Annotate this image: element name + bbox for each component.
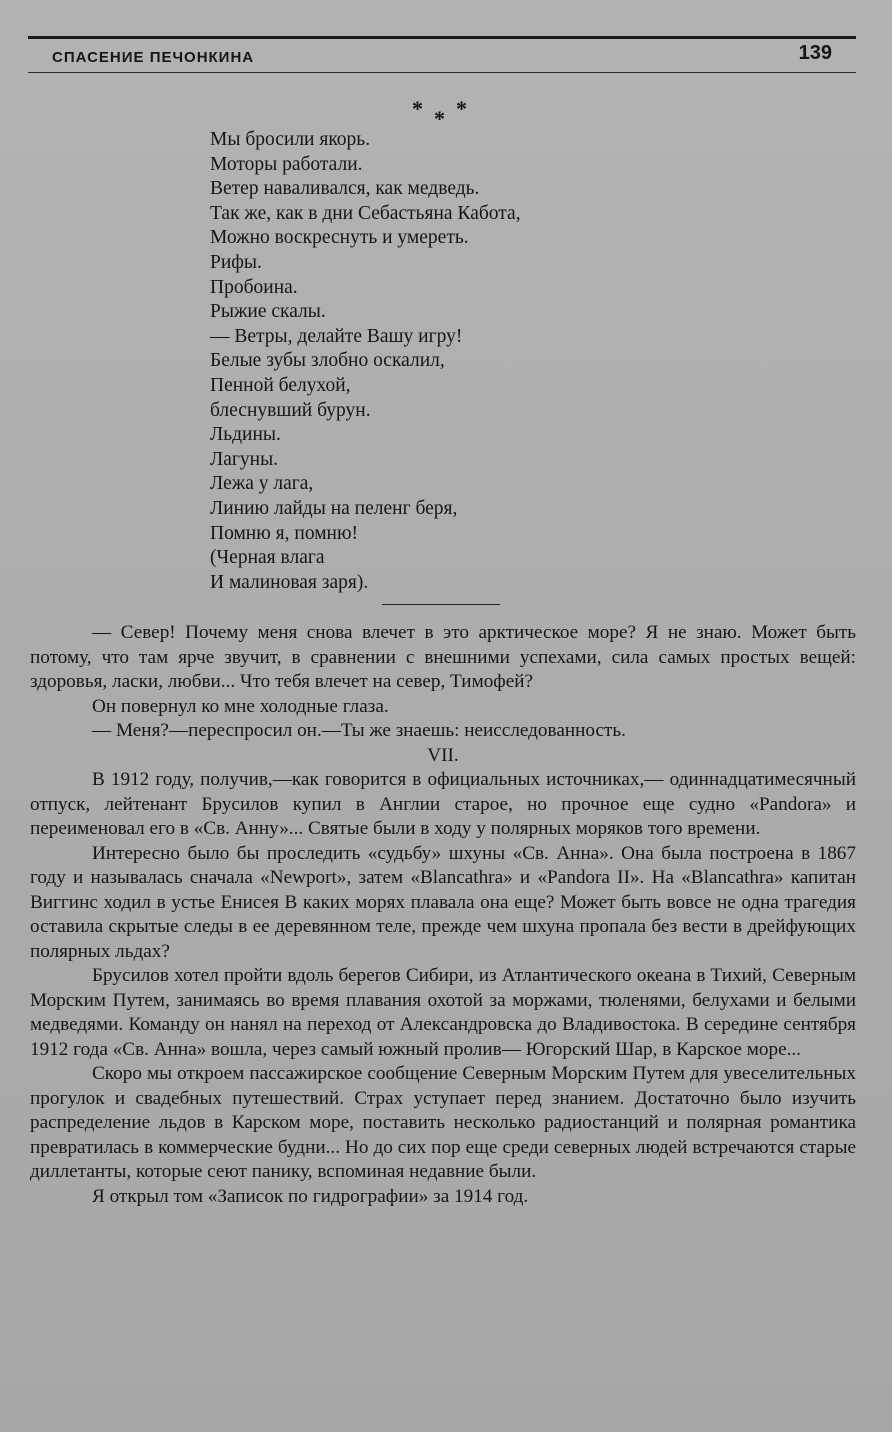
poem-line: Помню я, помню! [210,522,359,544]
paragraph: В 1912 году, получив,—как говорится в официальных источниках,— одиннадцатимесячный отпуск, лейтенант Брусилов купил в Англии старое, но прочное еще судно «Pandora» и переименовал его в «Св. Анну»... Святые были в ходу у полярных моряков того времени. [30,769,856,839]
header-rule [28,36,856,39]
prose-body [30,621,856,1209]
poem-line: И малиновая заря). [210,571,369,593]
asterisk: * [434,106,445,131]
paragraph: Я открыл том «Записок по гидрографии» за 1914 год. [92,1185,529,1207]
asterisk: * [456,96,467,121]
poem-line: Пробоина. [210,276,298,298]
paragraph: — Меня?—переспросил он.—Ты же знаешь: неисследованность. [92,720,626,741]
poem-line: Рыжие скалы. [210,301,326,323]
asterisk: * [412,96,423,121]
paragraph: — Север! Почему меня снова влечет в это арктическое море? Я не знаю. Может быть потому, что там ярче звучит, в сравнении с внешними успехами, сила самых простых вещей: здоровья, ласки, любви... Что тебя влечет на север, Тимофей? [30,622,856,692]
poem [210,128,650,595]
poem-line: Можно воскреснуть и умереть. [210,227,469,249]
poem-line: — Ветры, делайте Вашу игру! [210,325,463,347]
poem-line: блеснувший бурун. [210,399,371,421]
poem-line: Льдины. [210,424,281,446]
chapter-heading: VII. [427,744,459,766]
header-thin-rule [28,72,856,73]
poem-line: (Черная влага [210,547,325,569]
paragraph: Брусилов хотел пройти вдоль берегов Сибири, из Атлантического океана в Тихий, Северным Морским Путем, занимаясь во время плавания охотой за моржами, тюленями, белухами и белыми медведями. Команду он нанял на переход от Александровска до Владивостока. В середине сентября 1912 года «Св. Анна» вошла, через самый южный пролив— Югорский Шар, в Карское море... [30,965,856,1060]
poem-line: Рифы. [210,251,262,273]
running-head: СПАСЕНИЕ ПЕЧОНКИНА [52,49,255,66]
poem-line: Так же, как в дни Себастьяна Кабота, [210,202,521,224]
poem-line: Мы бросили якорь. [210,129,371,150]
poem-line: Лагуны. [210,448,279,470]
poem-line: Пенной белухой, [210,374,351,396]
paragraph: Он повернул ко мне холодные глаза. [92,695,389,717]
asterism [400,96,480,131]
section-divider [382,604,500,605]
poem-line: Белые зубы злобно оскалил, [210,350,445,372]
page-number: 139 [798,42,832,64]
poem-line: Линию лайды на пеленг беря, [210,497,458,519]
poem-line: Моторы работали. [210,153,363,175]
paragraph: Интересно было бы проследить «судьбу» шхуны «Св. Анна». Она была построена в 1867 году и называлась сначала «Newport», затем «Blancathra» и «Pandora II». На «Blancathra» капитан Виггинс ходил в устье Енисея В каких морях плавала она еще? Может быть вовсе не одна трагедия оставила скрытые следы в ее деревянном теле, прежде чем шхуна пропала без вести в дрейфующих полярных льдах? [30,842,856,962]
poem-line: Лежа у лага, [210,473,314,495]
poem-line: Ветер наваливался, как медведь. [210,178,480,200]
paragraph: Скоро мы откроем пассажирское сообщение Северным Морским Путем для увеселительных прогулок и свадебных путешествий. Страх уступает перед знанием. Достаточно было изучить распределение льдов в Карском море, поставить несколько радиостанций и полярная романтика превратилась в коммерческие будни... Но до сих пор еще среди северных людей встречаются старые диллетанты, которые сеют панику, вспоминая недавние были. [30,1063,856,1182]
